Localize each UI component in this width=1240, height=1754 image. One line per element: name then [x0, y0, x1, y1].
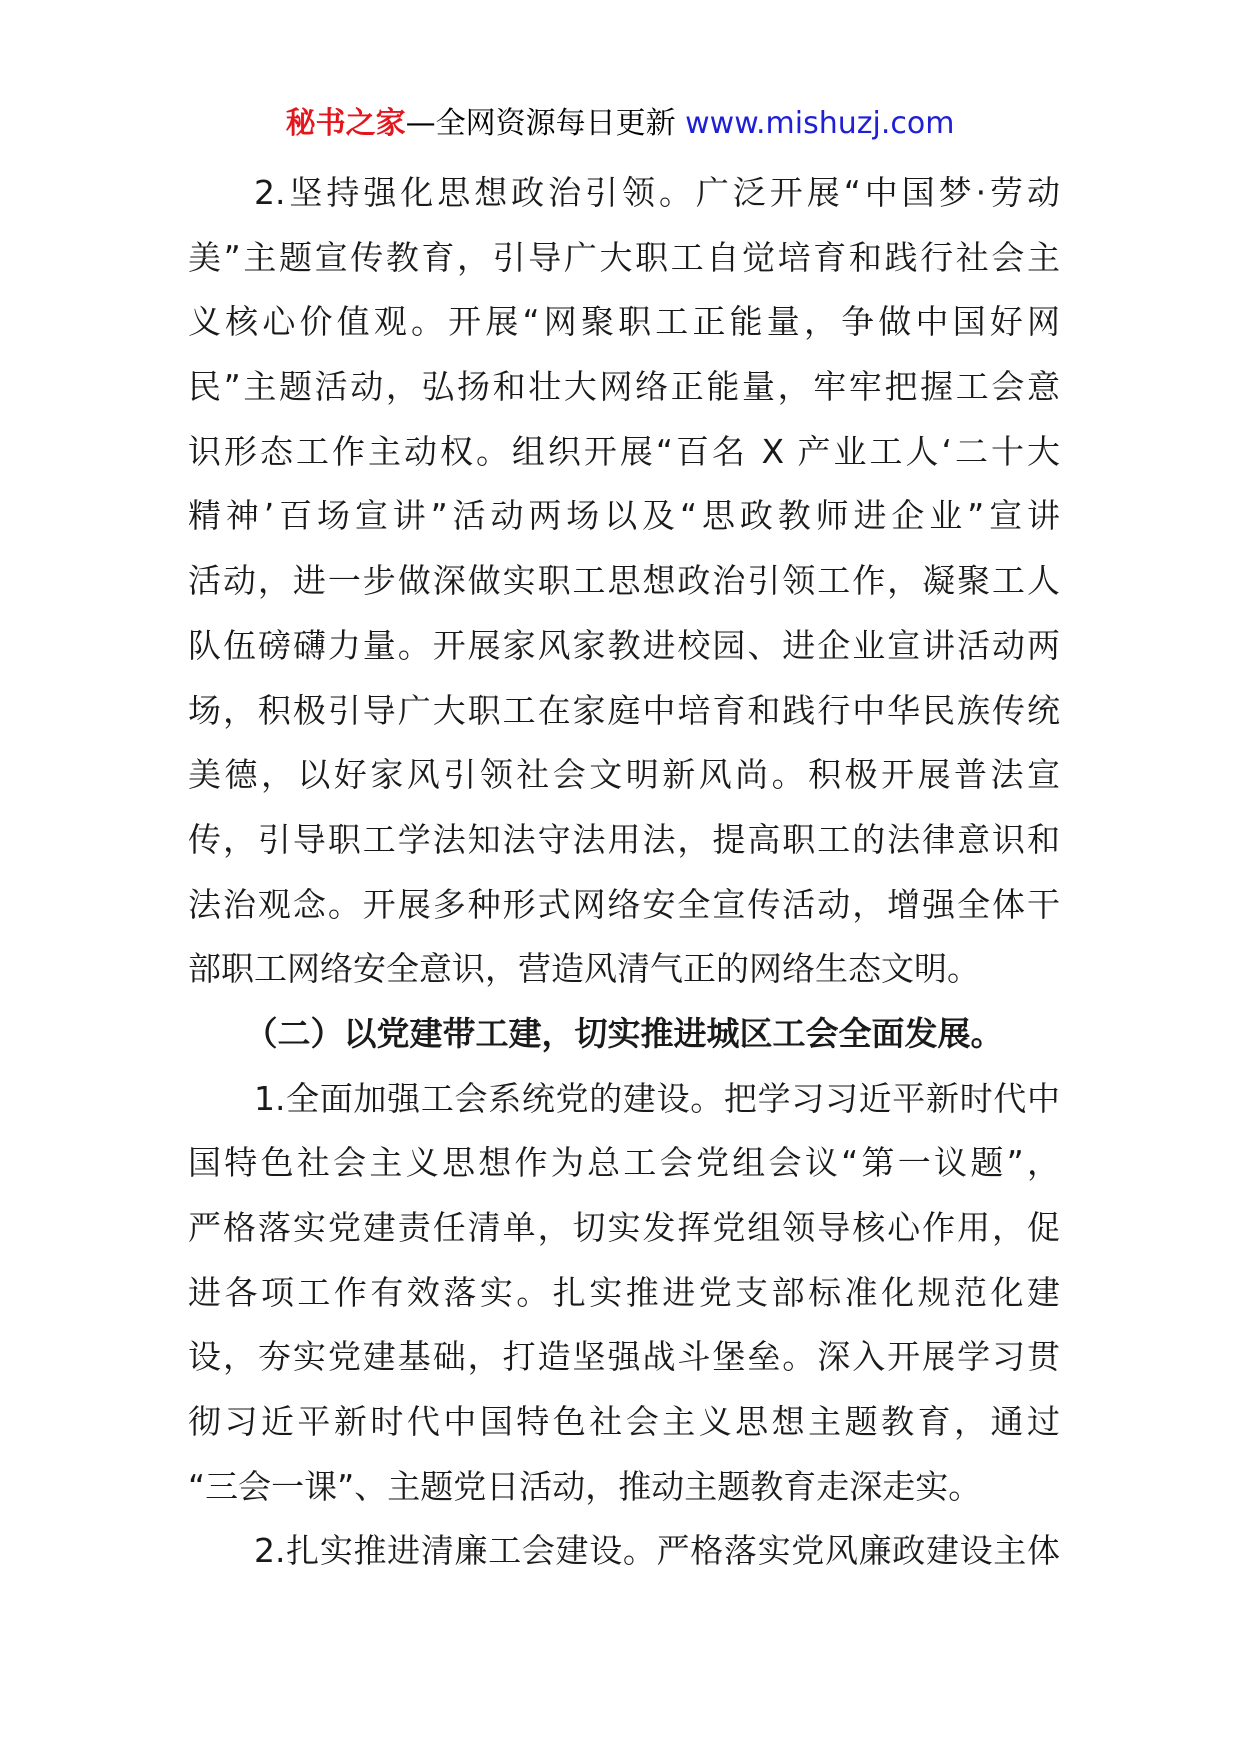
text-line: 设，夯实党建基础，打造坚强战斗堡垒。深入开展学习贯 — [188, 1337, 1060, 1377]
text-line: 场，积极引导广大职工在家庭中培育和践行中华民族传统 — [188, 690, 1060, 730]
text-line: 彻习近平新时代中国特色社会主义思想主题教育，通过 — [188, 1402, 1060, 1442]
text-line: 义核心价值观。开展“网聚职工正能量，争做中国好网 — [188, 302, 1060, 342]
text-line: 法治观念。开展多种形式网络安全宣传活动，增强全体干 — [188, 884, 1060, 924]
text-line: 部职工网络安全意识，营造风清气正的网络生态文明。 — [188, 949, 980, 989]
text-line: 精神’百场宣讲”活动两场以及“思政教师进企业”宣讲 — [188, 496, 1060, 536]
text-line: 国特色社会主义思想作为总工会党组会议“第一议题”， — [188, 1143, 1060, 1183]
page-header — [0, 98, 1240, 150]
text-line: 民”主题活动，弘扬和壮大网络正能量，牢牢把握工会意 — [188, 367, 1060, 407]
text-line: 识形态工作主动权。组织开展“百名 X 产业工人‘二十大 — [188, 431, 1060, 471]
text-line: 严格落实党建责任清单，切实发挥党组领导核心作用，促 — [188, 1208, 1060, 1247]
text-line: 2.坚持强化思想政治引领。广泛开展“中国梦·劳动 — [254, 173, 1060, 212]
text-line: 2.扎实推进清廉工会建设。严格落实党风廉政建设主体 — [254, 1531, 1060, 1571]
section-heading: （二）以党建带工建，切实推进城区工会全面发展。 — [244, 1013, 1004, 1053]
header-url[interactable]: www.mishuzj.com — [685, 106, 955, 141]
text-line: 进各项工作有效落实。扎实推进党支部标准化规范化建 — [188, 1272, 1060, 1312]
text-line: 活动，进一步做深做实职工思想政治引领工作，凝聚工人 — [188, 561, 1060, 601]
document-body — [188, 161, 1060, 1584]
text-line: 美”主题宣传教育，引导广大职工自觉培育和践行社会主 — [188, 237, 1060, 277]
text-line: 队伍磅礴力量。开展家风家教进校园、进企业宣讲活动两 — [188, 625, 1060, 665]
header-brand: 秘书之家 — [285, 106, 406, 141]
header-tagline: —全网资源每日更新 — [405, 106, 686, 141]
text-line: 美德，以好家风引领社会文明新风尚。积极开展普法宣 — [188, 755, 1060, 795]
text-line: “三会一课”、主题党日活动，推动主题教育走深走实。 — [188, 1466, 982, 1506]
text-line: 传，引导职工学法知法守法用法，提高职工的法律意识和 — [188, 819, 1060, 859]
text-line: 1.全面加强工会系统党的建设。把学习习近平新时代中 — [254, 1078, 1060, 1118]
